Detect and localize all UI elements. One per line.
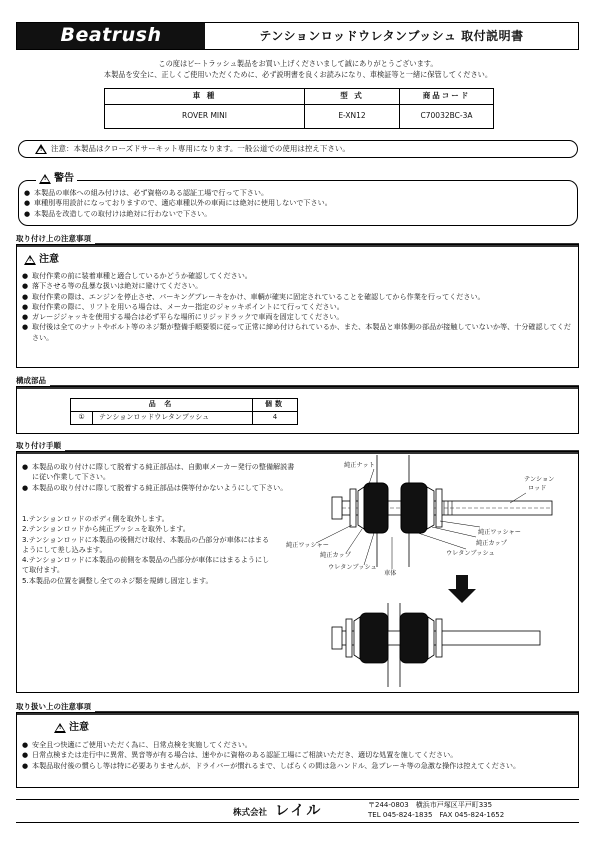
install-note-item: ● 取付作業の際に、リフトを用いる場合は、メーカー指定のジャッキポイントにて行ってください。: [22, 302, 574, 312]
part-name-header: 品 名: [71, 399, 253, 412]
procedure-step: 1.テンションロッドのボディ側を取外します。: [22, 514, 169, 523]
install-note-item: ● 取付後は全てのナットやボルト等のネジ類が整備手順要領に従って正常に締め付けられているか、また、本製品と車体側の部品が接触していないか等、十分確認してください。: [22, 322, 574, 343]
procedure-steps: [22, 514, 274, 586]
vehicle-cell: ROVER MINI: [105, 105, 305, 129]
installation-diagram: [280, 455, 576, 691]
label-rod-2: ロッド: [528, 485, 547, 492]
install-notes-list: [22, 271, 574, 343]
arrow-down-icon: [448, 575, 476, 603]
procedure-step: 3.テンションロッドに本製品の後側だけ取付、本製品の凸部分が車体にはまるようにして差し込みます。: [22, 534, 270, 554]
label-cup-right: 純正カップ: [476, 540, 507, 547]
company-name: レイル: [275, 803, 323, 819]
part-name: テンションロッドウレタンブッシュ: [93, 412, 253, 425]
procedure-step: 5.本製品の位置を調整し全てのネジ類を規締し固定します。: [22, 575, 213, 585]
assembled-view: [332, 603, 540, 687]
label-bush-right: ウレタンブッシュ: [446, 550, 495, 557]
warning-item: ● 車種別専用設計になっておりますので、適応車種以外の車両には絶対に使用しないで下さい。: [24, 198, 574, 208]
label-cup-left: 純正カップ: [320, 552, 351, 559]
procedure-bullet: ● 本製品の取り付けに際して脱着する純正部品は、自動車メーカー発行の整備解説書に従い作業して下さい。: [22, 462, 300, 483]
footer-rule: [16, 799, 579, 800]
warning-list: [24, 188, 574, 219]
footer-address: [368, 801, 504, 821]
cup-left: [358, 487, 364, 529]
handling-notes-heading: [54, 721, 89, 735]
code-header: 商品コード: [400, 89, 494, 105]
install-note-item: ● 落下させる等の乱暴な扱いは絶対に避けてください。: [22, 281, 574, 291]
handling-note-item: ● 本製品取付後の慣らし等は特に必要ありませんが、ドライバーが慣れるまで、しばらくの間は急ハンドル、急ブレーキ等の急激な操作は控えてください。: [22, 761, 574, 771]
brand-logo: Beatrush: [17, 23, 205, 49]
cup-right: [427, 487, 434, 529]
procedure-step: 4.テンションロッドに本製品の前側を本製品の凸部分が車体にはまるようにして取付ます。: [22, 555, 270, 575]
procedure-step: 2.テンションロッドから純正ブッシュを取外します。: [22, 524, 190, 534]
code-cell: C70032BC-3A: [400, 105, 494, 129]
model-header: 型 式: [305, 89, 400, 105]
company-phone: TEL 045-824-1835 FAX 045-824-1652: [368, 810, 505, 819]
vehicle-table: [104, 88, 494, 129]
label-washer-right: 純正ワッシャー: [478, 529, 521, 536]
parts-table: [70, 398, 298, 425]
install-notes-title: 注意: [39, 254, 59, 265]
footer-rule-bottom: [16, 822, 579, 823]
procedure-bullet: ● 本製品の取り付けに際して脱着する純正部品は僕等付かないようにして下さい。: [22, 483, 300, 493]
handling-notes-section-title: 取り扱い上の注意事項: [16, 702, 95, 712]
label-body: 車体: [384, 570, 397, 577]
vehicle-header: 車 種: [105, 89, 305, 105]
warning-item: ● 本製品を改造しての取付けは絶対に行わないで下さい。: [24, 209, 574, 219]
washer-left: [350, 489, 356, 527]
parts-section-title: 構成部品: [16, 376, 50, 386]
notice-text: ：本製品はクローズドサーキット専用になります。一般公道での使用は控え下さい。: [66, 143, 350, 153]
install-note-item: ● 取付作業の前に装着車種と適合しているかどうか確認してください。: [22, 271, 574, 281]
caution-icon: !: [35, 144, 47, 154]
procedure-section-title: 取り付け手順: [16, 441, 65, 451]
part-qty-header: 個数: [253, 399, 298, 412]
procedure-bullets: [22, 462, 300, 493]
part-number: ①: [71, 412, 93, 425]
label-nut: 純正ナット: [344, 462, 375, 469]
company-prefix: 株式会社: [233, 808, 268, 818]
warning-heading: [36, 172, 77, 186]
handling-notes-list: [22, 740, 574, 771]
urethane-bush-right: [401, 483, 427, 533]
footer-company: [233, 802, 322, 821]
handling-note-item: ● 安全且つ快適にご使用いただく為に、日常点検を実施してください。: [22, 740, 574, 750]
caution-icon: !: [24, 255, 36, 265]
install-note-item: ● 取付作業の際は、エンジンを停止させ、パーキングブレーキをかけ、車輌が確実に固定されていることを確認してから作業を行ってください。: [22, 292, 574, 302]
install-note-item: ● ガレージジャッキを使用する場合は必ず平らな場所にリジッドラックで車両を固定してください。: [22, 312, 574, 322]
label-rod-1: テンション: [524, 476, 555, 483]
document-header: [16, 22, 579, 50]
label-washer-left: 純正ワッシャー: [286, 542, 329, 549]
handling-note-item: ● 日常点検または走行中に異常、異音等が有る場合は、速やかに資格のある認証工場にご相談いただき、適切な処置を施してください。: [22, 750, 574, 760]
warning-item: ● 本製品の車体への組み付けは、必ず資格のある認証工場で行って下さい。: [24, 188, 574, 198]
model-cell: E-XN12: [305, 105, 400, 129]
warning-title: 警告: [54, 173, 74, 184]
document-title: テンションロッドウレタンブッシュ 取付説明書: [259, 28, 524, 43]
label-bush-left: ウレタンブッシュ: [328, 564, 377, 571]
notice-banner: [18, 140, 578, 158]
urethane-bush-left: [364, 483, 388, 533]
part-qty: 4: [253, 412, 298, 425]
caution-icon: !: [54, 723, 66, 733]
company-postal: 〒244-0803 横浜市戸塚区平戸町335: [368, 801, 493, 809]
intro-line-1: この度はビートラッシュ製品をお買い上げくださいまして誠にありがとうございます。: [158, 59, 438, 68]
warning-icon: !: [39, 174, 51, 184]
handling-notes-title: 注意: [69, 722, 89, 733]
install-notes-section-title: 取り付け上の注意事項: [16, 234, 95, 244]
notice-label: 注意: [51, 143, 66, 153]
install-notes-heading: [24, 253, 59, 267]
intro-line-2: 本製品を安全に、正しくご使用いただくために、必ず説明書を良くお読みになり、車検証等と一緒に保管してください。: [103, 70, 493, 79]
